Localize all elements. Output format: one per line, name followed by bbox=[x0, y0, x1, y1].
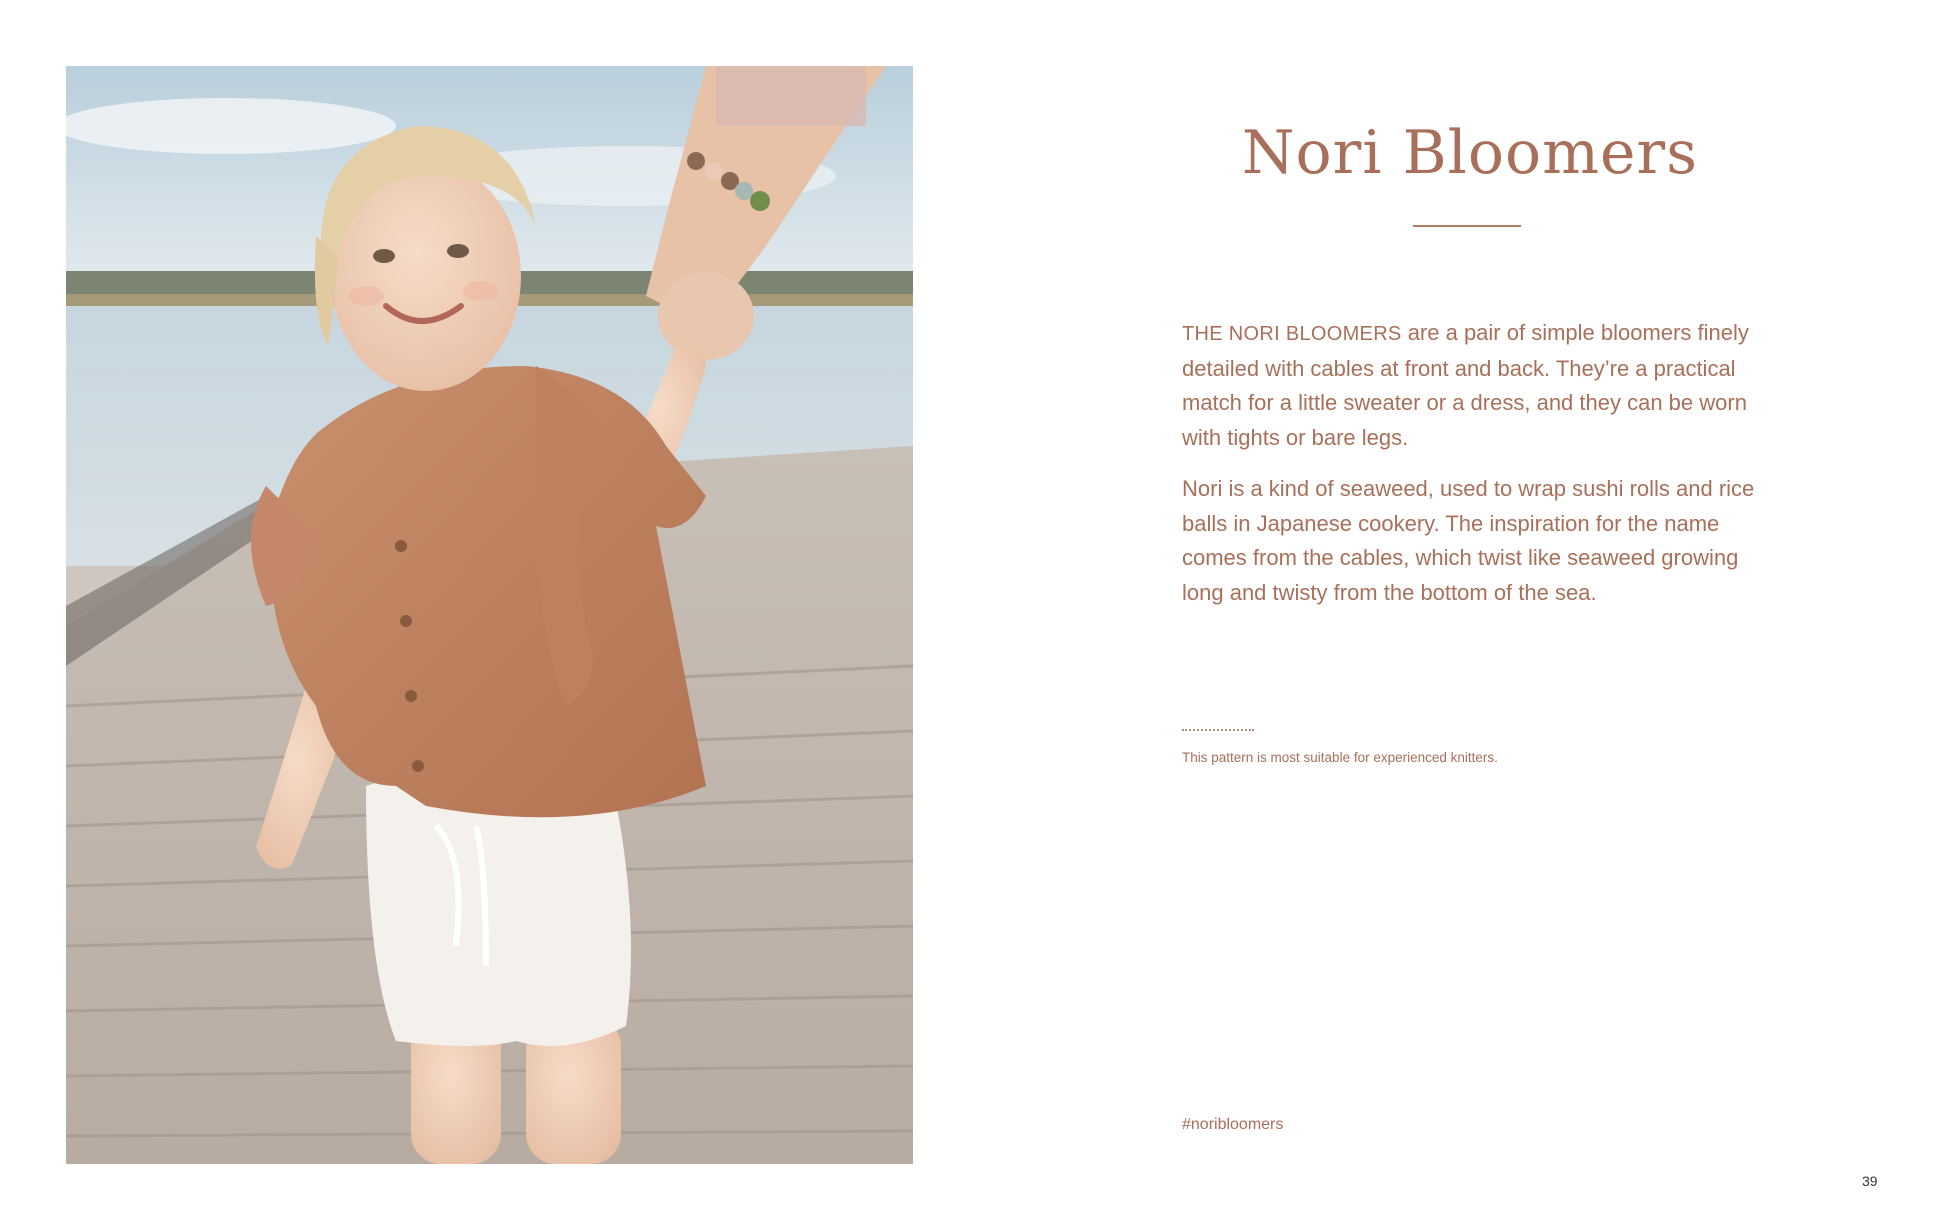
title-underline bbox=[1413, 225, 1521, 227]
intro-text: are a pair of simple bloomers finely detailed with cables at front and back. They’re a practical match for a little sweater or a dress, and they can be worn with tights or bare legs. bbox=[1182, 320, 1749, 450]
inspiration-paragraph: Nori is a kind of seaweed, used to wrap sushi rolls and rice balls in Japanese cookery. The inspiration for the name comes from the cables, which twist like seaweed growing long and twisty from the bottom of the sea. bbox=[1182, 476, 1755, 605]
page-number: 39 bbox=[1862, 1173, 1878, 1189]
intro-paragraph bbox=[1182, 316, 1762, 455]
intro-lead: THE NORI BLOOMERS bbox=[1182, 323, 1402, 345]
skill-level-note: This pattern is most suitable for experienced knitters. bbox=[1182, 750, 1498, 765]
pattern-description bbox=[1182, 316, 1762, 627]
toddler-photo bbox=[66, 66, 913, 1164]
hashtag: #noribloomers bbox=[1182, 1116, 1284, 1133]
pattern-title: Nori Bloomers bbox=[1242, 118, 1698, 188]
note-divider bbox=[1182, 729, 1254, 731]
